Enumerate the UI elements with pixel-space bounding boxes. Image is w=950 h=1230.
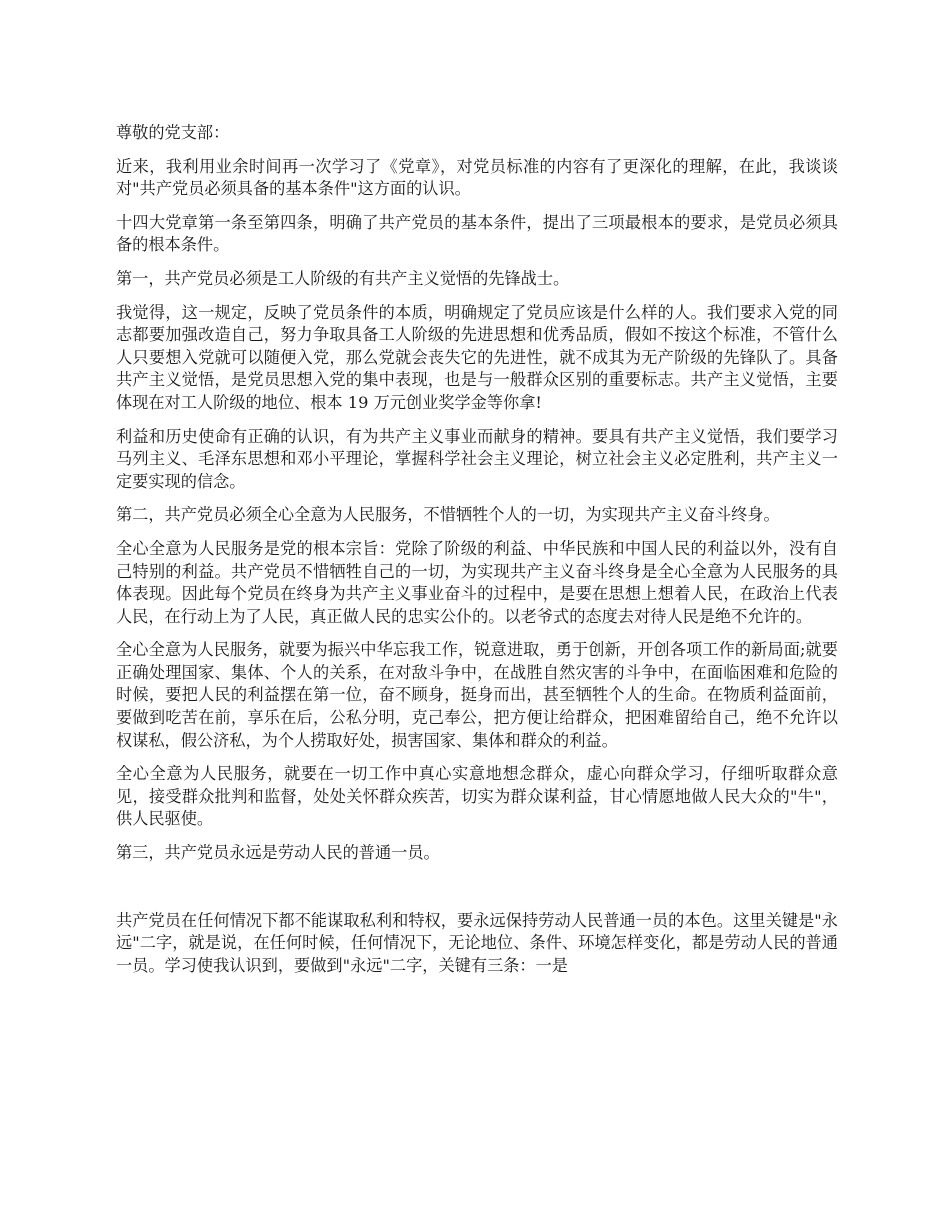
paragraph: 共产党员在任何情况下都不能谋取私利和特权，要永远保持劳动人民普通一员的本色。这里关键是"永远"二字，就是说，在任何时候，任何情况下，无论地位、条件、环境怎样变化，都是劳动人民的普通一员。学习使我认识到，要做到"永远"二字，关键有三条：一是 <box>116 910 838 975</box>
paragraph: 利益和历史使命有正确的认识，有为共产主义事业而献身的精神。要具有共产主义觉悟，我们要学习马列主义、毛泽东思想和邓小平理论，掌握科学社会主义理论，树立社会主义必定胜利，共产主义一定要实现的信念。 <box>116 426 838 491</box>
paragraph: 全心全意为人民服务是党的根本宗旨：党除了阶级的利益、中华民族和中国人民的利益以外，没有自己特别的利益。共产党员不惜牺牲自己的一切，为实现共产主义奋斗终身是全心全意为人民服务的具体表现。因此每个党员在终身为共产主义事业奋斗的过程中，是要在思想上想着人民，在政治上代表人民，在行动上为了人民，真正做人民的忠实公仆的。以老爷式的态度去对待人民是绝不允许的。 <box>116 538 838 626</box>
heading-third-requirement: 第三，共产党员永远是劳动人民的普通一员。 <box>116 843 440 863</box>
document-body <box>116 122 838 988</box>
heading-first-requirement: 第一，共产党员必须是工人阶级的有共产主义觉悟的先锋战士。 <box>116 268 570 288</box>
paragraph-intro: 近来，我利用业余时间再一次学习了《党章》，对党员标准的内容有了更深化的理解，在此，我谈谈对"共产党员必须具备的基本条件"这方面的认识。 <box>116 156 838 199</box>
paragraph: 全心全意为人民服务，就要在一切工作中真心实意地想念群众，虚心向群众学习，仔细听取群众意见，接受群众批判和监督，处处关怀群众疾苦，切实为群众谋利益，甘心情愿地做人民大众的"牛"，供人民驱使。 <box>116 764 838 829</box>
paragraph: 我觉得，这一规定，反映了党员条件的本质，明确规定了党员应该是什么样的人。我们要求入党的同志都要加强改造自己，努力争取具备工人阶级的先进思想和优秀品质，假如不按这个标准，不管什么人只要想入党就可以随便入党，那么党就会丧失它的先进性，就不成其为无产阶级的先锋队了。具备共产主义觉悟，是党员思想入党的集中表现，也是与一般群众区别的重要标志。共产主义觉悟，主要体现在对工人阶级的地位、根本 19 万元创业奖学金等你拿! <box>116 302 838 412</box>
paragraph-overview: 十四大党章第一条至第四条，明确了共产党员的基本条件，提出了三项最根本的要求，是党员必须具备的根本条件。 <box>116 212 838 255</box>
salutation: 尊敬的党支部： <box>116 123 230 142</box>
heading-second-requirement: 第二，共产党员必须全心全意为人民服务，不惜牺牲个人的一切，为实现共产主义奋斗终身。 <box>116 505 780 525</box>
paragraph: 全心全意为人民服务，就要为振兴中华忘我工作，锐意进取，勇于创新，开创各项工作的新局面;就要正确处理国家、集体、个人的关系，在对敌斗争中，在战胜自然灾害的斗争中，在面临困难和危险的时候，要把人民的利益摆在第一位，奋不顾身，挺身而出，甚至牺牲个人的生命。在物质利益面前，要做到吃苦在前，享乐在后，公私分明，克己奉公，把方便让给群众，把困难留给自己，绝不允许以权谋私，假公济私，为个人捞取好处，损害国家、集体和群众的利益。 <box>116 640 838 750</box>
